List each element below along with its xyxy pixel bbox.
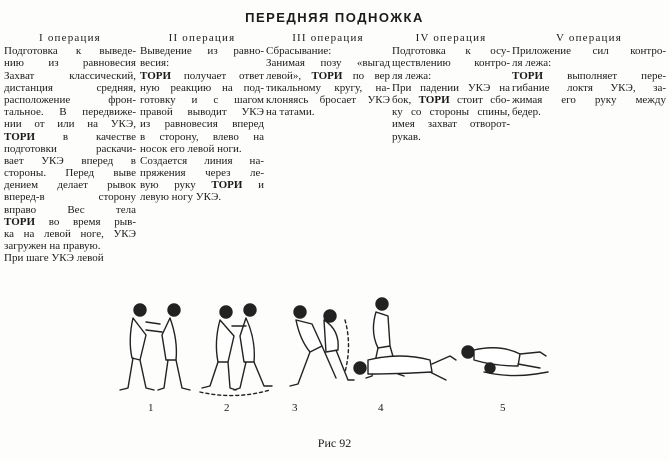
operation-column-3: [266, 32, 390, 118]
operation-text-line: бедер.: [512, 106, 541, 119]
operation-text-line: Подготовка к осу-: [392, 45, 510, 58]
operation-text-line: ка на левой ноге, УКЭ: [4, 228, 136, 241]
operation-text-line: левую ногу УКЭ.: [140, 191, 222, 204]
operation-text-line: правой выводит УКЭ: [140, 106, 264, 119]
judo-throw-illustration: [0, 280, 669, 420]
operation-heading: V операция: [556, 32, 622, 44]
figure-5-drawing: [462, 346, 548, 376]
operation-column-4: [392, 32, 510, 143]
figure-2-drawing: [200, 304, 272, 396]
operation-text-line: вую руку ТОРИ и: [140, 179, 264, 192]
operation-text-line: ТОРИ во время рыв-: [4, 215, 136, 228]
operation-text-line: загружен на правую.: [4, 240, 101, 253]
operation-text-line: тикальному кругу, на-: [266, 81, 390, 94]
figure-number-5: 5: [500, 402, 506, 414]
operation-text-line: Выведение из равно-: [140, 45, 264, 58]
operation-text-line: ную реакцию на под-: [140, 81, 264, 94]
operation-heading: I операция: [39, 32, 101, 44]
operation-text-line: готовку и с шагом: [140, 93, 264, 106]
operation-text-line: Подготовка к выведе-: [4, 45, 136, 58]
operation-text-line: ТОРИ выполняет пере-: [512, 69, 666, 82]
operation-text-line: вает УКЭ вперед в: [4, 154, 136, 167]
operation-text-line: Создается линия на-: [140, 154, 264, 167]
operation-text-line: нию из равновесия: [4, 57, 136, 70]
figure-number-4: 4: [378, 402, 384, 414]
figure-3-drawing: [290, 306, 354, 386]
operation-text-line: ТОРИ в качестве: [4, 130, 136, 143]
operation-text-line: жимая его руку между: [512, 93, 666, 106]
operation-text-line: Занимая позу «выгад: [266, 57, 390, 70]
operation-text-line: Захват классический,: [4, 69, 136, 82]
operation-text-line: Приложение сил контро-: [512, 45, 666, 58]
operation-text-line: ТОРИ получает ответ: [140, 69, 264, 82]
operation-text-line: ществлению контро-: [392, 57, 510, 70]
operation-text-line: Сбрасывание:: [266, 45, 332, 58]
operation-heading: II операция: [168, 32, 236, 44]
operation-text-line: имея захват отворот-: [392, 118, 510, 131]
operation-text-line: подготовки раскачи-: [4, 142, 136, 155]
operation-column-2: [140, 32, 264, 204]
operation-text-line: клоняясь бросает УКЭ: [266, 93, 390, 106]
operation-text-line: пряжения через ле-: [140, 167, 264, 180]
operation-text-line: в сторону, влево на: [140, 130, 264, 143]
operation-text-line: стороны. Перед выве: [4, 167, 136, 180]
operations-columns: [4, 32, 667, 265]
operation-heading: IV операция: [415, 32, 487, 44]
figure-1-drawing: [120, 304, 190, 390]
operation-column-5: [512, 32, 666, 118]
operation-text-line: из равновесия вперед: [140, 118, 264, 131]
operation-text-line: ля лежа:: [392, 69, 432, 82]
page-title: ПЕРЕДНЯЯ ПОДНОЖКА: [245, 10, 424, 25]
operation-column-1: [4, 32, 136, 265]
operation-text-line: тальное. В передвиже-: [4, 106, 136, 119]
operation-text-line: нии от или на УКЭ,: [4, 118, 136, 131]
operation-text-line: гибание локтя УКЭ, за-: [512, 81, 666, 94]
figure-number-2: 2: [224, 402, 230, 414]
figure-caption: Рис 92: [317, 436, 352, 450]
operation-text-line: расположение фрон-: [4, 93, 136, 106]
figure-number-1: 1: [148, 402, 154, 414]
operation-text-line: левой», ТОРИ по вер: [266, 69, 390, 82]
operation-text-line: При падении УКЭ на: [392, 81, 510, 94]
operation-text-line: рукав.: [392, 130, 421, 143]
operation-text-line: ля лежа:: [512, 57, 552, 70]
figure-4-drawing: [354, 298, 456, 380]
operation-text-line: дистанция средняя,: [4, 81, 136, 94]
operation-text-line: вправо Вес тела: [4, 203, 136, 216]
operation-text-line: дением делает рывок: [4, 179, 136, 192]
operation-text-line: При шаге УКЭ левой: [4, 252, 104, 265]
operation-text-line: на татами.: [266, 106, 315, 119]
operation-text-line: весия:: [140, 57, 170, 70]
operation-text-line: бок, ТОРИ стоит сбо-: [392, 93, 510, 106]
operation-heading: III операция: [292, 32, 364, 44]
operation-text-line: носок его левой ноги.: [140, 142, 242, 155]
figure-number-3: 3: [292, 402, 298, 414]
operation-text-line: вперед-в сторону: [4, 191, 136, 204]
operation-text-line: ку со стороны спины,: [392, 106, 510, 119]
